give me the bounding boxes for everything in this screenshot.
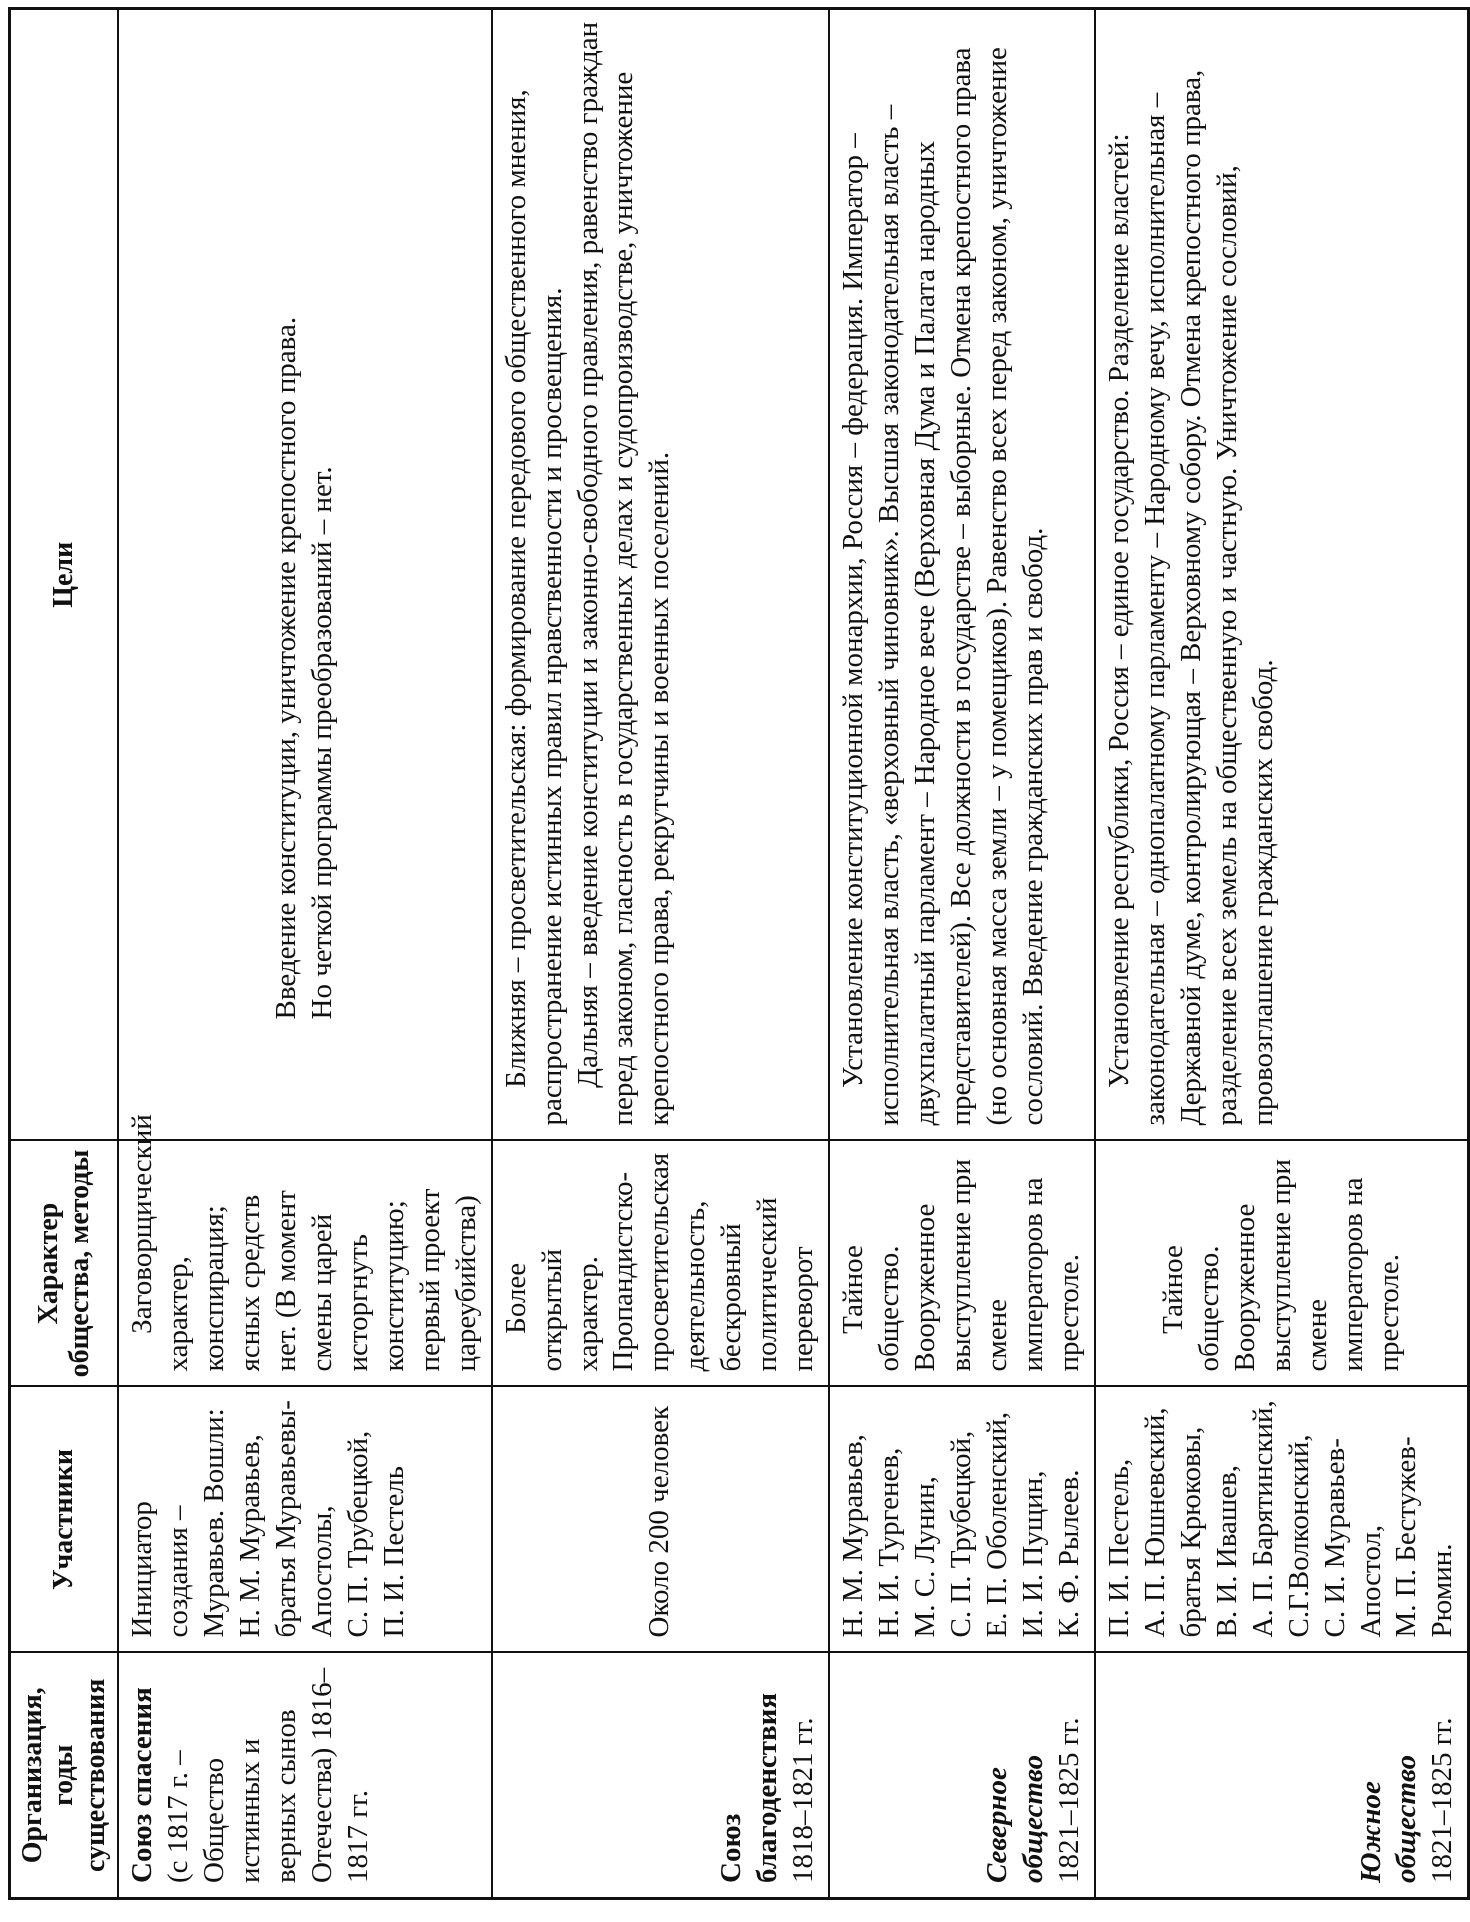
cell-participants <box>118 1387 492 1653</box>
goals-text: Установление конституционной монархии, Россия – федерация. Император – исполнительная власть, «верховный чиновник». Высшая законодательная власть – двухпалатный парламент – Народное вече (Верховная Дума и Палата народных представителей). Все должности в государстве – выборные. Отмена крепостного права (но основная масса земли – у помещиков). Равенство всех перед законом, уничтожение сословий. Введение гражданских прав и свобод. <box>837 47 1049 1126</box>
cell-goals <box>829 9 1095 1141</box>
character-text: Тайное общество. Вооруженное выступление при смене императоров на престоле. <box>837 1159 1085 1372</box>
goals-text: Введение конституции, уничтожение крепостного права. Но четкой программы преобразований – нет. <box>269 316 338 1020</box>
goals-near-text: Ближняя – просветительская: формирование передового общественного мнения, распространение истинных правил нравственности и просвещения. <box>499 89 568 1126</box>
character-text: Тайное общество. Вооруженное выступление при смене императоров на престоле. <box>1156 1159 1405 1372</box>
header-character: Характер общества, методы <box>10 1141 119 1387</box>
participants-text: Инициатор создания – Муравьев. Вошли: Н. М. Муравьев, братья Муравьевы-Апостолы, С. П. Трубецкой, П. И. Пестель <box>126 1400 410 1638</box>
header-participants: Участники <box>10 1387 119 1653</box>
organization-details: 1821–1825 гг. <box>1052 1717 1085 1883</box>
table-header-row <box>10 9 119 1899</box>
table-row-severnoe-obshchestvo <box>829 9 1095 1899</box>
organization-name: Союз спасения <box>126 1687 159 1883</box>
cell-participants <box>1095 1387 1469 1653</box>
cell-character <box>829 1141 1095 1387</box>
organization-details: (с 1817 г. – Общество истинных и верных сынов Отечества) 1816–1817 гг. <box>162 1667 374 1883</box>
organization-name: Союз благоденствия <box>715 1692 784 1883</box>
organization-name: Южное общество <box>1354 1754 1423 1883</box>
goals-far-text: Дальняя – введение конституции и законно-свободного правления, равенство граждан перед законом, гласность в государственных делах и судопроизводстве, уничтожение крепостного права, рекрутчины и военных поселений. <box>571 21 676 1126</box>
character-text: Более открытый характер. Пропандистско-просветительская деятельность, бескровный политический переворот <box>499 1152 820 1372</box>
cell-organization <box>118 1653 492 1899</box>
cell-organization <box>829 1653 1095 1899</box>
goals-text: Установление республики, Россия – единое государство. Разделение властей: законодательная – однопалатному парламенту – Народному вечу, исполнительная – Державной думе, контролирующая – Верховному собору. Отмена крепостного права, разделение всех земель на общественную и частную. Уничтожение сословий, провозглашение гражданских свобод. <box>1102 69 1279 1126</box>
participants-text: Н. М. Муравьев, Н. И. Тургенев, М. С. Лунин, С. П. Трубецкой, Е. П. Оболенский, И. И. Пущин, К. Ф. Рылеев. <box>837 1411 1085 1638</box>
cell-character <box>1095 1141 1469 1387</box>
organization-details: 1818–1821 гг. <box>787 1717 820 1883</box>
secret-societies-table <box>8 7 1470 1900</box>
participants-text: П. И. Пестель, А. П. Юшневский, братья Крюковы, В. И. Ивашев, А. П. Барятинский, С.Г.Волконский, С. И. Муравьев-Апостол, М. П. Бестужев-Рюмин. <box>1102 1400 1459 1638</box>
header-organization: Организация, годы существования <box>10 1653 119 1899</box>
organization-details: 1821–1825 гг. <box>1426 1717 1459 1883</box>
cell-character <box>492 1141 830 1387</box>
cell-goals <box>118 9 492 1141</box>
cell-participants <box>829 1387 1095 1653</box>
header-goals: Цели <box>10 9 119 1141</box>
table-row-soyuz-spaseniya <box>118 9 492 1899</box>
cell-goals <box>492 9 830 1141</box>
cell-participants <box>492 1387 830 1653</box>
cell-goals <box>1095 9 1469 1141</box>
table-row-soyuz-blagodenstviya <box>492 9 830 1899</box>
organization-name: Северное общество <box>981 1754 1049 1883</box>
table-row-yuzhnoe-obshchestvo <box>1095 9 1469 1899</box>
cell-organization <box>1095 1653 1469 1899</box>
participants-text: Около 200 человек <box>643 1405 676 1638</box>
cell-organization <box>492 1653 830 1899</box>
cell-character: Заговорщический характер, конспирация; ясных средств нет. (В момент смены царей исторгнуть конституцию; первый проект цареубийства) <box>118 1141 492 1387</box>
